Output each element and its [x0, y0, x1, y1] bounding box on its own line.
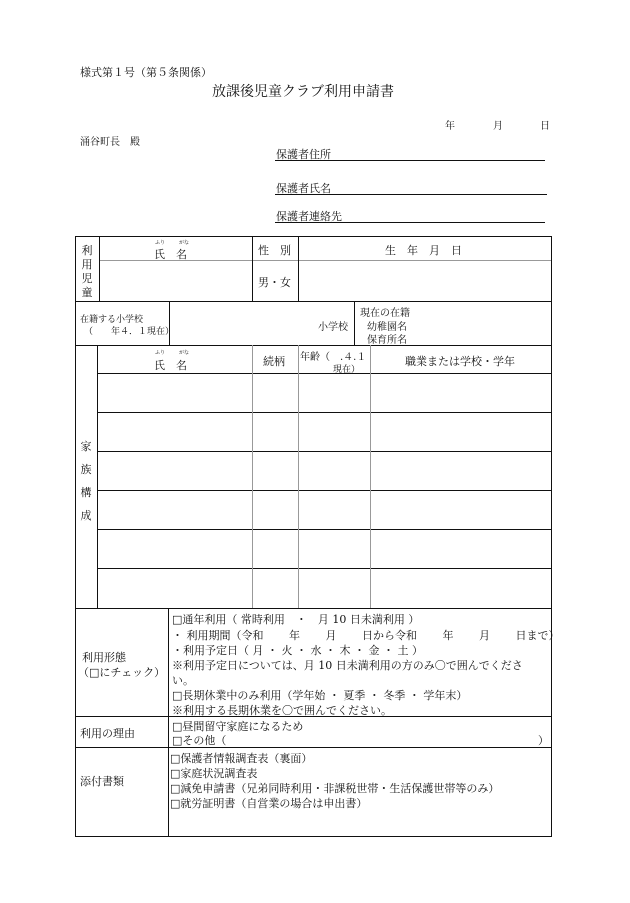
- child-sex-header: 性 別: [258, 244, 291, 257]
- family-row[interactable]: [98, 374, 551, 411]
- child-sex-value[interactable]: 男・女: [258, 276, 291, 289]
- reason-other-option[interactable]: □その他（: [172, 734, 227, 747]
- usage-days-note: ※利用予定日については、月 10 日未満利用の方のみ〇で囲んでくださ: [172, 659, 523, 672]
- kinder-name-field[interactable]: [430, 303, 550, 343]
- family-name-header: 氏 名: [154, 359, 187, 372]
- attachment-item[interactable]: □就労証明書（自営業の場合は申出書）: [170, 797, 368, 810]
- attachment-item[interactable]: □家庭状況調査表: [170, 767, 258, 780]
- attachments-label: 添付書類: [80, 775, 124, 788]
- child-birth-header: 生 年 月 日: [385, 244, 462, 257]
- usage-long-holiday-option[interactable]: □長期休業中のみ利用（学年始 ・ 夏季 ・ 冬季 ・ 学年末）: [172, 689, 468, 702]
- form-title: 放課後児童クラブ利用申請書: [212, 84, 394, 100]
- family-row[interactable]: [98, 413, 551, 450]
- family-row[interactable]: [98, 569, 551, 607]
- school-label: 在籍する小学校: [80, 315, 144, 325]
- reason-label: 利用の理由: [80, 727, 135, 740]
- guardian-name-label: 保護者氏名: [276, 182, 331, 195]
- family-relation-header: 続柄: [263, 355, 285, 368]
- family-age-header: 年齢（ .４.１: [300, 352, 367, 363]
- kinder-label-3: 保育所名: [367, 335, 407, 346]
- usage-period-line[interactable]: ・ 利用期間（令和 年 月 日から令和 年 月 日まで）: [172, 629, 560, 642]
- form-number: 様式第１号（第５条関係）: [80, 66, 212, 79]
- child-furigana-1: ふり: [155, 240, 166, 246]
- usage-days-note-end: い。: [172, 674, 194, 687]
- usage-long-holiday-note: ※利用する長期休業を〇で囲んでください。: [172, 704, 392, 717]
- guardian-contact-label: 保護者連絡先: [276, 210, 342, 223]
- reason-absence-option[interactable]: □昼間留守家庭になるため: [172, 720, 304, 733]
- family-job-header: 職業または学校・学年: [405, 355, 515, 368]
- guardian-address-label: 保護者住所: [276, 148, 331, 161]
- usage-form-label: 利用形態: [82, 651, 126, 664]
- guardian-name-field[interactable]: [275, 194, 547, 195]
- child-furigana-2: がな: [179, 240, 190, 246]
- addressee: 涌谷町長 殿: [80, 137, 140, 148]
- school-label-date: （ 年４．１現在）: [84, 327, 175, 337]
- school-name-field[interactable]: [171, 303, 311, 343]
- reason-other-close: ）: [538, 734, 549, 747]
- family-section-label: 家族構成: [80, 440, 92, 522]
- family-age-header-2: 現在）: [333, 365, 361, 375]
- usage-days-line[interactable]: ・利用予定日（ 月 ・ 火 ・ 水 ・ 木 ・ 金 ・ 土 ）: [172, 644, 423, 657]
- family-row[interactable]: [98, 530, 551, 567]
- child-name-field[interactable]: [100, 261, 251, 300]
- child-name-header: 氏 名: [154, 248, 187, 261]
- guardian-address-field[interactable]: [275, 160, 545, 161]
- usage-yearround-option[interactable]: □通年利用（ 常時利用 ・ 月 10 日未満利用 ）: [172, 613, 420, 626]
- family-furigana-2: がな: [179, 350, 190, 356]
- family-row[interactable]: [98, 452, 551, 489]
- child-birth-field[interactable]: [299, 261, 550, 300]
- attachment-item[interactable]: □保護者情報調査表（裏面）: [170, 752, 313, 765]
- date-month: 月: [493, 121, 503, 132]
- school-suffix: 小学校: [318, 322, 348, 333]
- child-section-label: 利用児童: [81, 244, 93, 299]
- usage-form-sublabel: （□にチェック）: [78, 666, 166, 679]
- date-day: 日: [540, 121, 550, 132]
- kinder-label-1: 現在の在籍: [360, 308, 410, 319]
- kinder-label-2: 幼稚園名: [367, 322, 407, 333]
- family-furigana-1: ふり: [155, 350, 166, 356]
- attachment-item[interactable]: □減免申請書（兄弟同時利用・非課税世帯・生活保護世帯等のみ）: [170, 782, 500, 795]
- date-year: 年: [445, 121, 455, 132]
- guardian-contact-field[interactable]: [275, 222, 545, 223]
- family-row[interactable]: [98, 491, 551, 528]
